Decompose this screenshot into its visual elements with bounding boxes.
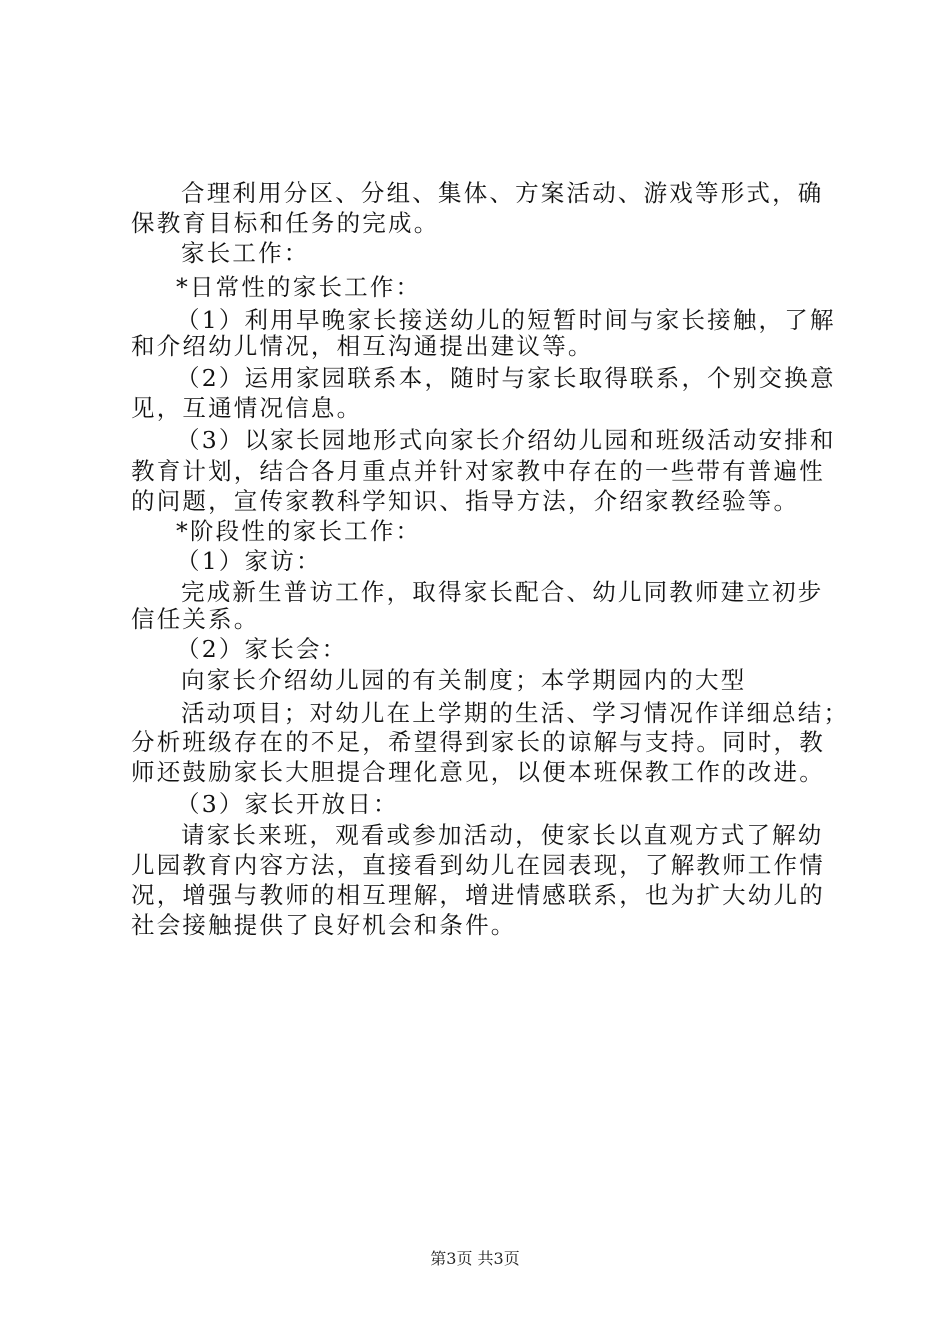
paragraph-line: 儿园教育内容方法，直接看到幼儿在园表现，了解教师工作情 [131, 851, 825, 879]
page-footer: 第3页 共3页 [430, 1249, 520, 1268]
item-heading: （1）家访： [176, 547, 322, 575]
subsection-heading: *阶段性的家长工作： [176, 517, 422, 545]
paragraph-line: 教育计划，结合各月重点并针对家教中存在的一些带有普遍性 [131, 457, 825, 485]
item-heading: （2）家长会： [176, 635, 348, 663]
paragraph-line: 完成新生普访工作，取得家长配合、幼儿同教师建立初步 [181, 578, 824, 606]
paragraph-line: （3）以家长园地形式向家长介绍幼儿园和班级活动安排和 [176, 426, 836, 454]
paragraph-line: 请家长来班，观看或参加活动，使家长以直观方式了解幼 [181, 821, 824, 849]
paragraph-line: 分析班级存在的不足，希望得到家长的谅解与支持。同时，教 [131, 728, 825, 756]
paragraph-line: 师还鼓励家长大胆提合理化意见，以便本班保教工作的改进。 [131, 758, 825, 786]
paragraph-line: 社会接触提供了良好机会和条件。 [131, 911, 517, 939]
section-heading: 家长工作： [181, 239, 310, 267]
paragraph-line: 的问题，宣传家教科学知识、指导方法，介绍家教经验等。 [131, 487, 800, 515]
paragraph-line: （1）利用早晚家长接送幼儿的短暂时间与家长接触，了解 [176, 306, 836, 334]
paragraph-line: 况，增强与教师的相互理解，增进情感联系，也为扩大幼儿的 [131, 881, 825, 909]
item-heading: （3）家长开放日： [176, 790, 399, 818]
paragraph-line: 见，互通情况信息。 [131, 394, 363, 422]
paragraph-line: （2）运用家园联系本，随时与家长取得联系，个别交换意 [176, 364, 836, 392]
paragraph-line: 和介绍幼儿情况，相互沟通提出建议等。 [131, 332, 594, 360]
paragraph-line: 向家长介绍幼儿园的有关制度；本学期园内的大型 [181, 666, 747, 694]
paragraph-line: 活动项目；对幼儿在上学期的生活、学习情况作详细总结； [181, 699, 850, 727]
subsection-heading: *日常性的家长工作： [176, 273, 422, 301]
paragraph-line: 保教育目标和任务的完成。 [131, 209, 440, 237]
paragraph-line: 合理利用分区、分组、集体、方案活动、游戏等形式，确 [181, 179, 824, 207]
paragraph-line: 信任关系。 [131, 605, 260, 633]
